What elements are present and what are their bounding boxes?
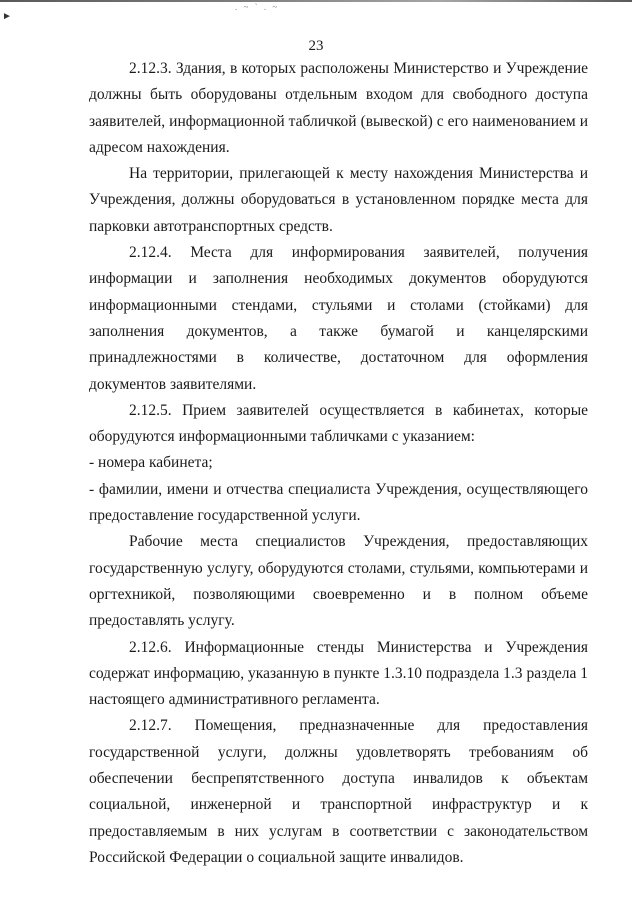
paragraph-workplaces: Рабочие места специалистов Учреждения, предоставляющих государственную услугу, оборудуются столами, стульями, компьютерами и оргтехникой, позволяющими своевременно и в полном объеме предоставлять услугу.: [89, 533, 588, 630]
paragraph-2-12-5: 2.12.5. Прием заявителей осуществляется в кабинетах, которые оборудуются информационными табличками с указанием:: [89, 401, 588, 446]
page-number: 23: [308, 38, 324, 54]
list-item: - фамилии, имени и отчества специалиста Учреждения, осуществляющего предоставление государственной услуги.: [89, 480, 588, 525]
scan-top-border: [0, 0, 632, 2]
paragraph-2-12-4: 2.12.4. Места для информирования заявителей, получения информации и заполнения необходимых документов оборудуются информационными стендами, стульями и столами (стойками) для заполнения документов, а также бумагой и канцелярскими принадлежностями в количестве, достаточном для оформления документов заявителями.: [89, 244, 588, 393]
paragraph-2-12-3: 2.12.3. Здания, в которых расположены Министерство и Учреждение должны быть оборудованы отдельным входом для свободного доступа заявителей, информационной табличкой (вывеской) с его наименованием и адресом нахождения.: [89, 60, 588, 156]
list-item: - номера кабинета;: [89, 454, 213, 472]
paragraph-2-12-7: 2.12.7. Помещения, предназначенные для предоставления государственной услуги, должны удовлетворять требованиям об обеспечении беспрепятственного доступа инвалидов к объектам социальной, инженерной и транспортной инфраструктур и к предоставляемым в них услугам в соответствии с законодательством Российской Федерации о социальной защите инвалидов.: [89, 717, 588, 866]
paragraph-2-12-6: 2.12.6. Информационные стенды Министерства и Учреждения содержат информацию, указанную в пункте 1.3.10 подраздела 1.3 раздела 1 настоящего административного регламента.: [89, 638, 588, 709]
paragraph-parking: На территории, прилегающей к месту нахождения Министерства и Учреждения, должны оборудоваться в установленном порядке места для парковки автотранспортных средств.: [89, 165, 588, 235]
scan-header-artifact: . ~ ` . ~: [235, 2, 280, 12]
scan-artifact-mark: ►: [2, 11, 12, 22]
document-body: [89, 56, 588, 871]
